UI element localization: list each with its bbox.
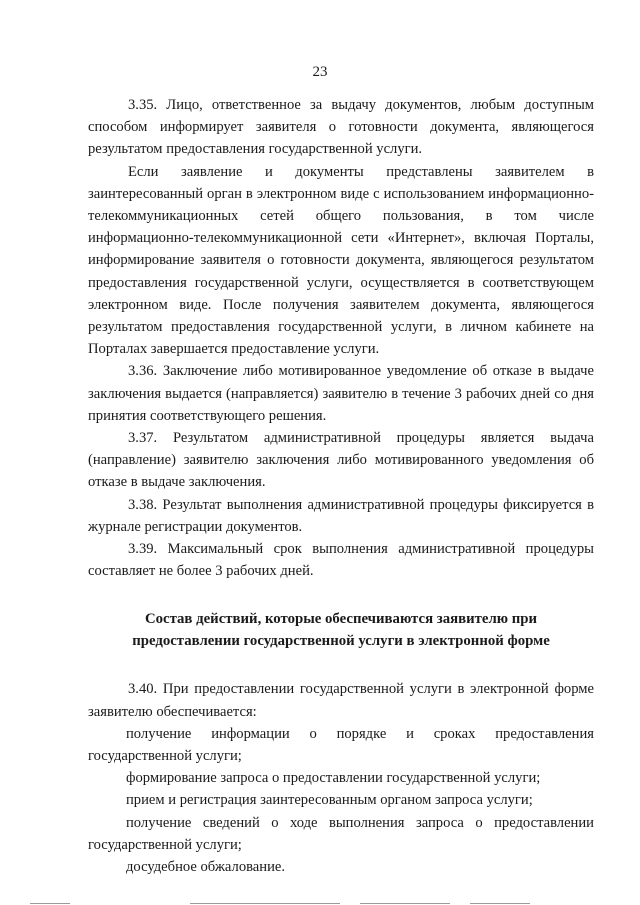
section-heading-line-1: Состав действий, которые обеспечиваются заявителю при [144, 611, 538, 628]
paragraph-3-38: 3.38. Результат выполнения административной процедуры фиксируется в журнале регистрации документов. [88, 496, 594, 535]
paragraph-electronic-notification: Если заявление и документы представлены заявителем в заинтересованный орган в электронном виде с использованием информационно-телекоммуникационных сетей общего пользования, в том числе информационно-телекоммуникационной сети «Интернет», включая Порталы, информирование заявителя о готовности документа, являющегося результатом предоставления государственной услуги, осуществляется в соответствующем электронном виде. После получения заявителем документа, являющегося результатом предоставления государственной услуги, в личном кабинете на Порталах завершается предоставление услуги. [88, 163, 594, 358]
document-body [88, 94, 594, 878]
paragraph-3-37: 3.37. Результатом административной процедуры является выдача (направление) заявителю заключения либо мотивированного уведомления об отказе в выдаче заключения. [88, 430, 594, 491]
list-item-information: получение информации о порядке и сроках предоставления государственной услуги; [88, 725, 594, 765]
list-item-request-forming: формирование запроса о предоставлении государственной услуги; [126, 770, 541, 787]
page-number: 23 [312, 64, 328, 80]
list-item-appeal: досудебное обжалование. [126, 859, 286, 876]
list-item-status-info: получение сведений о ходе выполнения запроса о предоставлении государственной услуги; [88, 814, 594, 853]
paragraph-3-40: 3.40. При предоставлении государственной услуги в электронной форме заявителю обеспечивается: [88, 681, 594, 720]
paragraph-3-35: 3.35. Лицо, ответственное за выдачу документов, любым доступным способом информирует заявителя о готовности документа, являющегося результатом предоставления государственной услуги. [88, 97, 594, 158]
scan-edge-artifact [0, 901, 640, 905]
paragraph-3-39: 3.39. Максимальный срок выполнения административной процедуры составляет не более 3 рабочих дней. [88, 541, 594, 580]
list-item-request-registration: прием и регистрация заинтересованным органом запроса услуги; [126, 792, 533, 809]
paragraph-3-36: 3.36. Заключение либо мотивированное уведомление об отказе в выдаче заключения выдается (направляется) заявителю в течение 3 рабочих дней со дня принятия соответствующего решения. [88, 363, 594, 424]
section-heading-line-2: предоставлении государственной услуги в электронной форме [132, 633, 550, 650]
section-heading [88, 608, 594, 652]
